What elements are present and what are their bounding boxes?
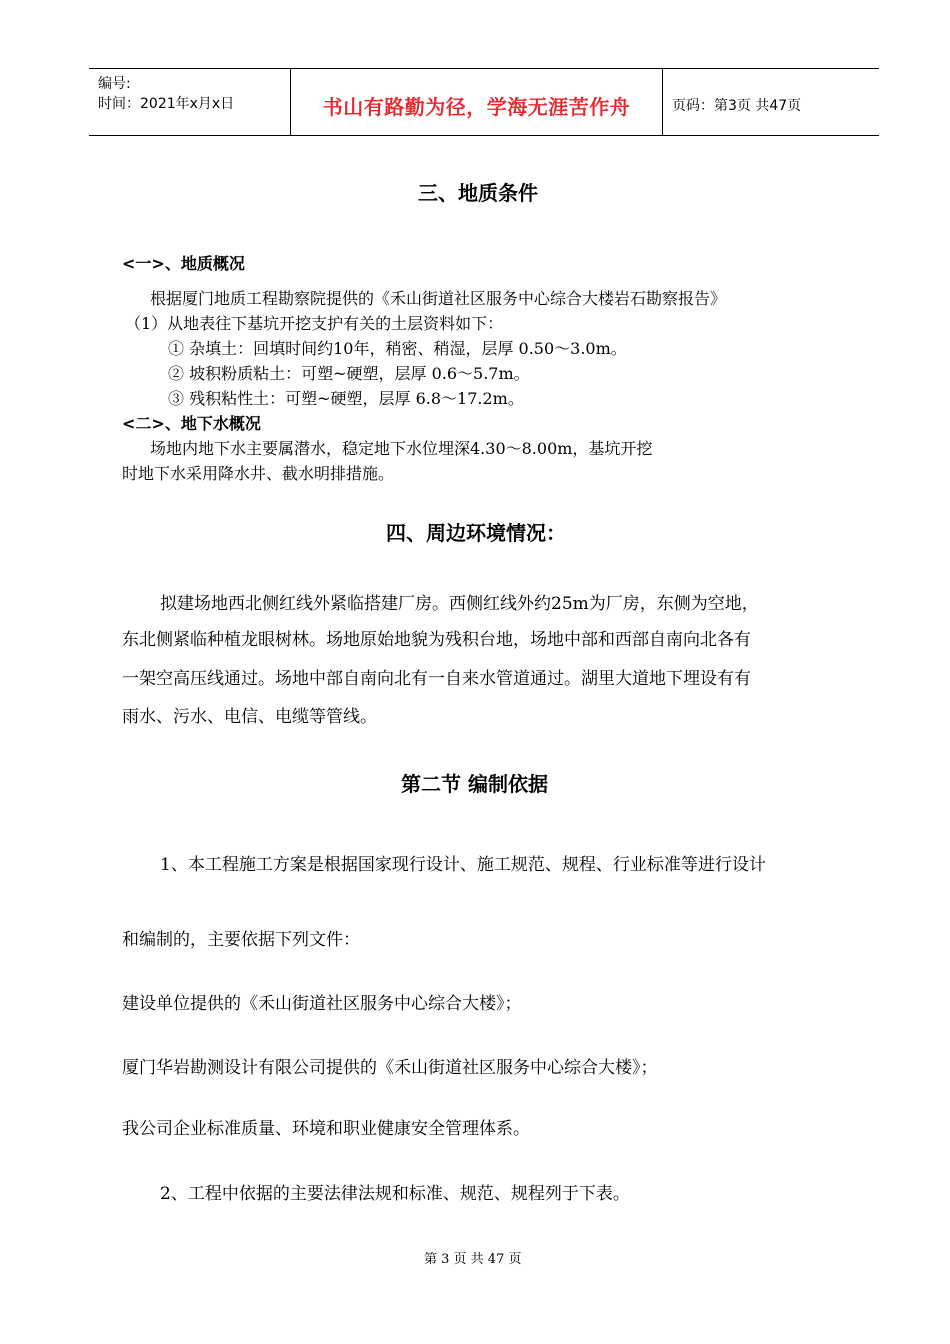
paragraph-line: 我公司企业标准质量、环境和职业健康安全管理体系。: [122, 1119, 530, 1139]
paragraph-text: 场地内地下水主要属潜水，稳定地下水位埋深4.30～8.00m，基坑开挖: [150, 439, 653, 458]
paragraph-line: 厦门华岩勘测设计有限公司提供的《禾山街道社区服务中心综合大楼》；: [122, 1058, 658, 1078]
header-meta-cell: [89, 69, 291, 135]
page-footer: 第 3 页 共 47 页: [424, 1252, 522, 1267]
subsection-title-geology-overview: <一>、地质概况: [122, 254, 245, 273]
soil-layer-item: ③ 残积粘性土：可塑~硬塑，层厚 6.8～17.2m。: [168, 389, 524, 408]
paragraph-line: 东北侧紧临种植龙眼树林。场地原始地貌为残积台地，场地中部和西部自南向北各有: [122, 630, 751, 650]
soil-layer-item: ② 坡积粉质粘土：可塑~硬塑，层厚 0.6～5.7m。: [168, 364, 530, 383]
paragraph-line: 雨水、污水、电信、电缆等管线。: [122, 707, 377, 727]
page-header: [89, 68, 879, 136]
paragraph-text: （1）从地表往下基坑开挖支护有关的土层资料如下：: [125, 314, 504, 333]
paragraph-line: 和编制的，主要依据下列文件：: [122, 930, 360, 950]
paragraph-line: 一架空高压线通过。场地中部自南向北有一自来水管道通过。湖里大道地下埋设有有: [122, 669, 751, 689]
section-title-surroundings: 四、周边环境情况：: [386, 521, 566, 545]
document-number-label: 编号:: [98, 76, 131, 92]
soil-layer-item: ① 杂填土：回填时间约10年，稍密、稍湿，层厚 0.50～3.0m。: [168, 339, 627, 358]
subsection-title-groundwater: <二>、地下水概况: [122, 414, 261, 433]
header-page-cell: [663, 69, 879, 135]
document-time-label: 时间：2021年x月x日: [98, 96, 235, 112]
header-page-number: 页码：第3页 共47页: [672, 98, 802, 114]
header-motto-cell: [291, 69, 663, 135]
paragraph-text: 时地下水采用降水井、截水明排措施。: [122, 464, 395, 483]
header-motto: 书山有路勤为径，学海无涯苦作舟: [322, 95, 631, 119]
section-title-basis: 第二节 编制依据: [401, 772, 548, 796]
paragraph-line: 拟建场地西北侧红线外紧临搭建厂房。西侧红线外约25m为厂房，东侧为空地，: [160, 594, 759, 614]
paragraph-line: 2、工程中依据的主要法律法规和标准、规范、规程列于下表。: [160, 1184, 630, 1204]
paragraph-line: 1、本工程施工方案是根据国家现行设计、施工规范、规程、行业标准等进行设计: [160, 855, 766, 875]
paragraph-line: 建设单位提供的《禾山街道社区服务中心综合大楼》；: [122, 994, 522, 1014]
section-title-geology: 三、地质条件: [418, 181, 538, 205]
paragraph-text: 根据厦门地质工程勘察院提供的《禾山街道社区服务中心综合大楼岩石勘察报告》: [150, 289, 727, 308]
